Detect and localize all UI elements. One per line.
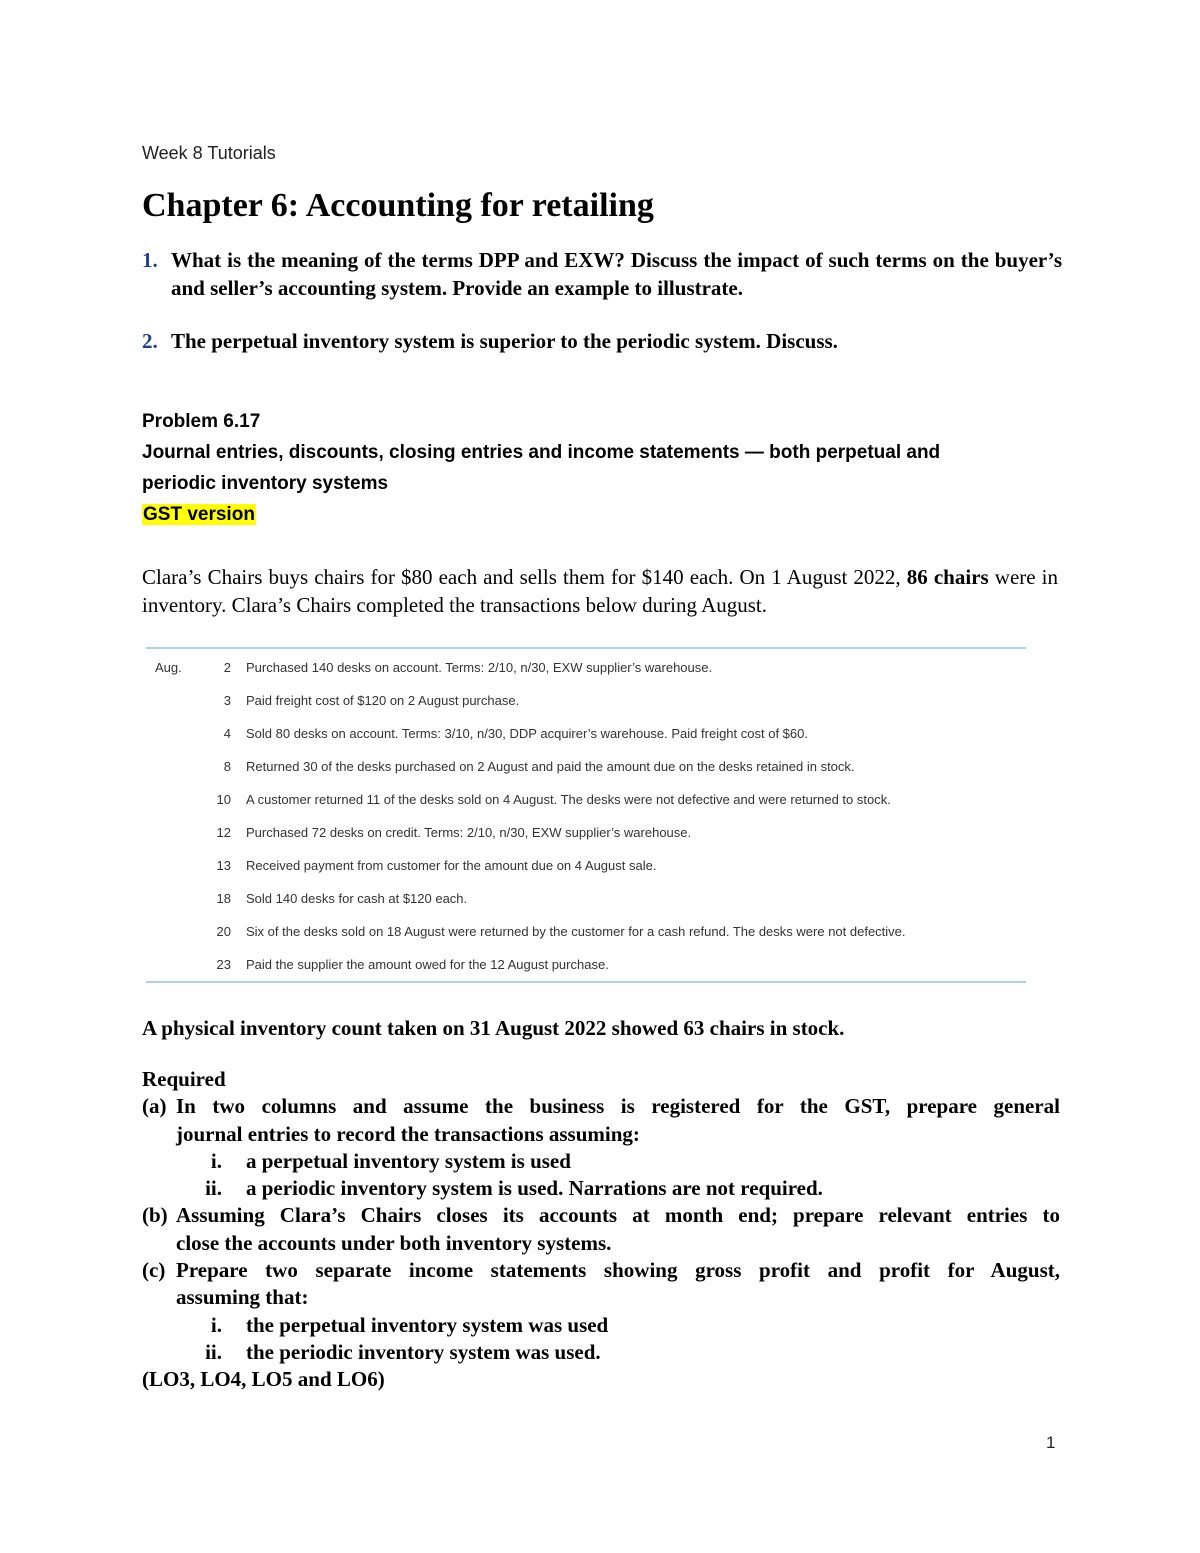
req-c-text: Prepare two separate income statements showing gross profit and profit for August,	[176, 1258, 1060, 1283]
transaction-text: Sold 140 desks for cash at $120 each.	[246, 891, 468, 906]
gst-highlight: GST version	[143, 504, 255, 525]
transaction-row	[146, 783, 1026, 816]
required-section	[142, 1066, 1060, 1394]
transaction-day: 20	[216, 924, 231, 939]
transaction-row	[146, 882, 1026, 915]
transaction-text: A customer returned 11 of the desks sold on 4 August. The desks were not defective and were returned to stock.	[246, 792, 891, 807]
intro-part3: were in inventory. Clara’s Chairs completed the transactions below during August.	[142, 565, 1059, 617]
req-a-label: (a)	[142, 1094, 167, 1119]
transaction-row	[146, 849, 1026, 882]
transaction-day: 2	[223, 660, 231, 675]
roman-numeral: ii.	[205, 1339, 222, 1364]
transaction-day: 12	[216, 825, 231, 840]
page-header: Week 8 Tutorials	[142, 143, 276, 163]
transaction-row	[146, 915, 1026, 948]
problem-subtitle-line1: Journal entries, discounts, closing entries and income statements — both perpetual and	[142, 442, 941, 463]
sub-item-text: the periodic inventory system was used.	[246, 1339, 601, 1364]
transaction-text: Paid the supplier the amount owed for the 12 August purchase.	[246, 957, 609, 972]
req-a-line2	[142, 1121, 1060, 1148]
question-text: The perpetual inventory system is superior to the periodic system. Discuss.	[171, 329, 838, 353]
req-b-line2	[142, 1230, 1060, 1257]
req-b-text-cont: close the accounts under both inventory systems.	[176, 1230, 612, 1255]
month-label: Aug.	[155, 660, 182, 675]
version-badge	[142, 499, 256, 530]
req-a-text-cont: journal entries to record the transactions assuming:	[176, 1121, 640, 1146]
req-a-i	[142, 1148, 1060, 1175]
sub-item-text: a periodic inventory system is used. Narrations are not required.	[246, 1176, 823, 1201]
transaction-day: 23	[216, 957, 231, 972]
roman-numeral: ii.	[205, 1176, 222, 1201]
req-c-line1	[142, 1257, 1060, 1284]
problem-title: Problem 6.17	[142, 411, 261, 432]
inventory-count-text: A physical inventory count taken on 31 August 2022 showed 63 chairs in stock.	[142, 1016, 845, 1040]
question-2	[142, 327, 1062, 355]
req-b-label: (b)	[142, 1203, 168, 1228]
intro-part2: 86 chairs	[906, 565, 989, 589]
roman-numeral: i.	[210, 1312, 222, 1337]
transaction-row	[146, 816, 1026, 849]
transaction-day: 10	[216, 792, 231, 807]
sub-item-text: a perpetual inventory system is used	[246, 1148, 571, 1173]
req-c-label: (c)	[142, 1258, 166, 1283]
transaction-day: 18	[216, 891, 231, 906]
learning-outcomes: (LO3, LO4, LO5 and LO6)	[142, 1367, 385, 1392]
req-c-line2	[142, 1284, 1060, 1311]
transaction-row	[146, 948, 1026, 981]
req-a-ii	[142, 1175, 1060, 1202]
transaction-row	[146, 717, 1026, 750]
transaction-text: Returned 30 of the desks purchased on 2 August and paid the amount due on the desks retained in stock.	[246, 759, 855, 774]
chapter-title: Chapter 6: Accounting for retailing	[142, 187, 654, 224]
question-text: What is the meaning of the terms DPP and EXW? Discuss the impact of such terms on the buyer’s and seller’s accounting system. Provide an example to illustrate.	[171, 248, 1062, 300]
transaction-text: Paid freight cost of $120 on 2 August purchase.	[246, 693, 520, 708]
transaction-row	[146, 684, 1026, 717]
transaction-day: 8	[223, 759, 231, 774]
page-number: 1	[1046, 1433, 1056, 1452]
transaction-row	[146, 651, 1026, 684]
transaction-row	[146, 750, 1026, 783]
transaction-day: 4	[223, 726, 231, 741]
req-c-ii	[142, 1339, 1060, 1366]
transaction-text: Purchased 140 desks on account. Terms: 2/10, n/30, EXW supplier’s warehouse.	[246, 660, 713, 675]
transactions-table	[146, 647, 1026, 983]
transaction-text: Received payment from customer for the amount due on 4 August sale.	[246, 858, 657, 873]
transaction-text: Six of the desks sold on 18 August were returned by the customer for a cash refund. The desks were not defective.	[246, 924, 906, 939]
transaction-text: Purchased 72 desks on credit. Terms: 2/10, n/30, EXW supplier’s warehouse.	[246, 825, 692, 840]
transaction-day: 3	[223, 693, 231, 708]
intro-part1: Clara’s Chairs buys chairs for $80 each and sells them for $140 each. On 1 August 2022,	[142, 565, 901, 589]
problem-subtitle-line2: periodic inventory systems	[142, 473, 389, 494]
req-b-text: Assuming Clara’s Chairs closes its accounts at month end; prepare relevant entries to	[176, 1203, 1060, 1228]
req-a-text: In two columns and assume the business is registered for the GST, prepare general	[176, 1094, 1060, 1119]
required-heading: Required	[142, 1067, 226, 1091]
sub-item-text: the perpetual inventory system was used	[246, 1312, 609, 1337]
roman-numeral: i.	[210, 1148, 222, 1173]
question-number: 2.	[142, 329, 158, 353]
transaction-day: 13	[216, 858, 231, 873]
question-1	[142, 246, 1062, 302]
req-c-text-cont: assuming that:	[176, 1285, 309, 1310]
req-b-line1	[142, 1202, 1060, 1229]
problem-intro	[142, 563, 1058, 619]
req-a-line1	[142, 1093, 1060, 1120]
transaction-text: Sold 80 desks on account. Terms: 3/10, n/30, DDP acquirer’s warehouse. Paid freight cost of $60.	[246, 726, 808, 741]
question-number: 1.	[142, 248, 158, 272]
req-c-i	[142, 1312, 1060, 1339]
